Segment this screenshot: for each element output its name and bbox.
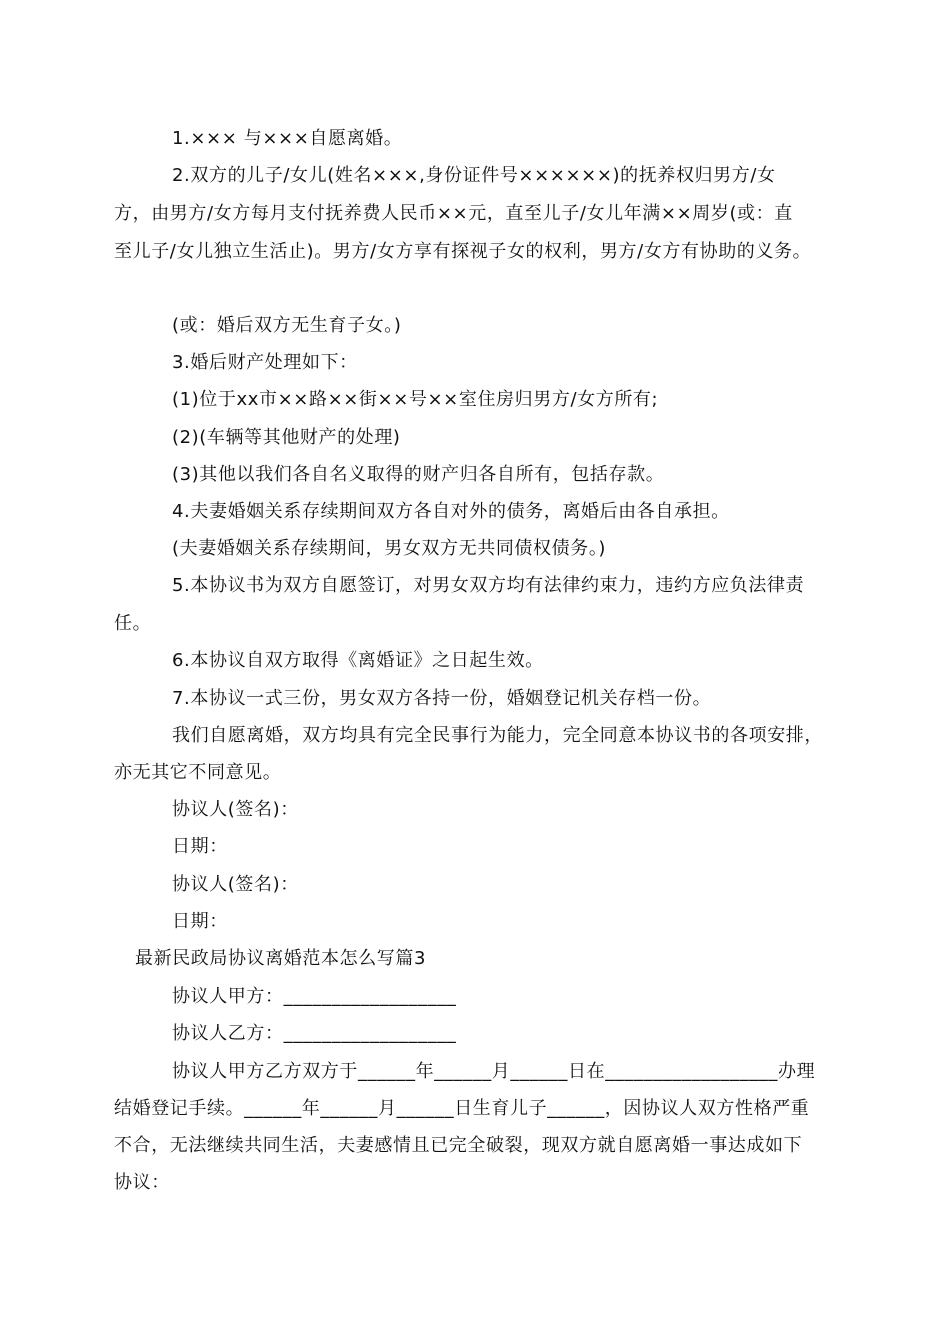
agreement-intro-line-4: 协议： [114, 1172, 170, 1193]
declaration-line-1: 我们自愿离婚，双方均具有完全民事行为能力，完全同意本协议书的各项安排， [172, 725, 823, 746]
clause-5-line-2: 任。 [114, 613, 152, 634]
party-a-field: 协议人甲方：__________________ [172, 986, 457, 1007]
clause-2-line-1: 2.双方的儿子/女儿(姓名×××,身份证件号××××××)的抚养权归男方/女 [172, 165, 776, 186]
agreement-intro-line-3: 不合，无法继续共同生活，夫妻感情且已完全破裂，现双方就自愿离婚一事达成如下 [114, 1135, 803, 1156]
clause-7: 7.本协议一式三份，男女双方各持一份，婚姻登记机关存档一份。 [172, 688, 712, 709]
agreement-intro-line-2: 结婚登记手续。______年______月______日生育儿子______，因协议人双方性格严重 [114, 1098, 810, 1119]
signature-label-2: 协议人(签名)： [172, 874, 299, 895]
agreement-intro-line-1: 协议人甲方乙方双方于______年______月______日在__________________办理 [172, 1061, 816, 1082]
party-b-field: 协议人乙方：__________________ [172, 1023, 457, 1044]
clause-2-line-3: 至儿子/女儿独立生活止)。男方/女方享有探视子女的权利，男方/女方有协助的义务。 [114, 241, 812, 262]
clause-4: 4.夫妻婚姻关系存续期间双方各自对外的债务，离婚后由各自承担。 [172, 501, 730, 522]
signature-label-1: 协议人(签名)： [172, 799, 299, 820]
date-label-2: 日期： [172, 911, 228, 932]
clause-3-item-3: (3)其他以我们各自名义取得的财产归各自所有，包括存款。 [172, 464, 665, 485]
clause-3-item-2: (2)(车辆等其他财产的处理) [172, 427, 401, 448]
clause-4-note: (夫妻婚姻关系存续期间，男女双方无共同债权债务。) [172, 538, 607, 559]
date-label-1: 日期： [172, 836, 228, 857]
clause-3-item-1: (1)位于xx市××路××街××号××室住房归男方/女方所有; [172, 389, 659, 410]
section-heading: 最新民政局协议离婚范本怎么写篇3 [135, 948, 427, 969]
declaration-line-2: 亦无其它不同意见。 [114, 762, 282, 783]
no-children-note: (或：婚后双方无生育子女。) [172, 315, 402, 336]
clause-6: 6.本协议自双方取得《离婚证》之日起生效。 [172, 650, 544, 671]
clause-2-line-2: 方，由男方/女方每月支付抚养费人民币××元，直至儿子/女儿年满××周岁(或：直 [114, 203, 793, 224]
clause-3-heading: 3.婚后财产处理如下： [172, 352, 358, 373]
clause-1: 1.××× 与×××自愿离婚。 [172, 128, 403, 149]
clause-5-line-1: 5.本协议书为双方自愿签订，对男女双方均有法律约束力，违约方应负法律责 [172, 575, 805, 596]
